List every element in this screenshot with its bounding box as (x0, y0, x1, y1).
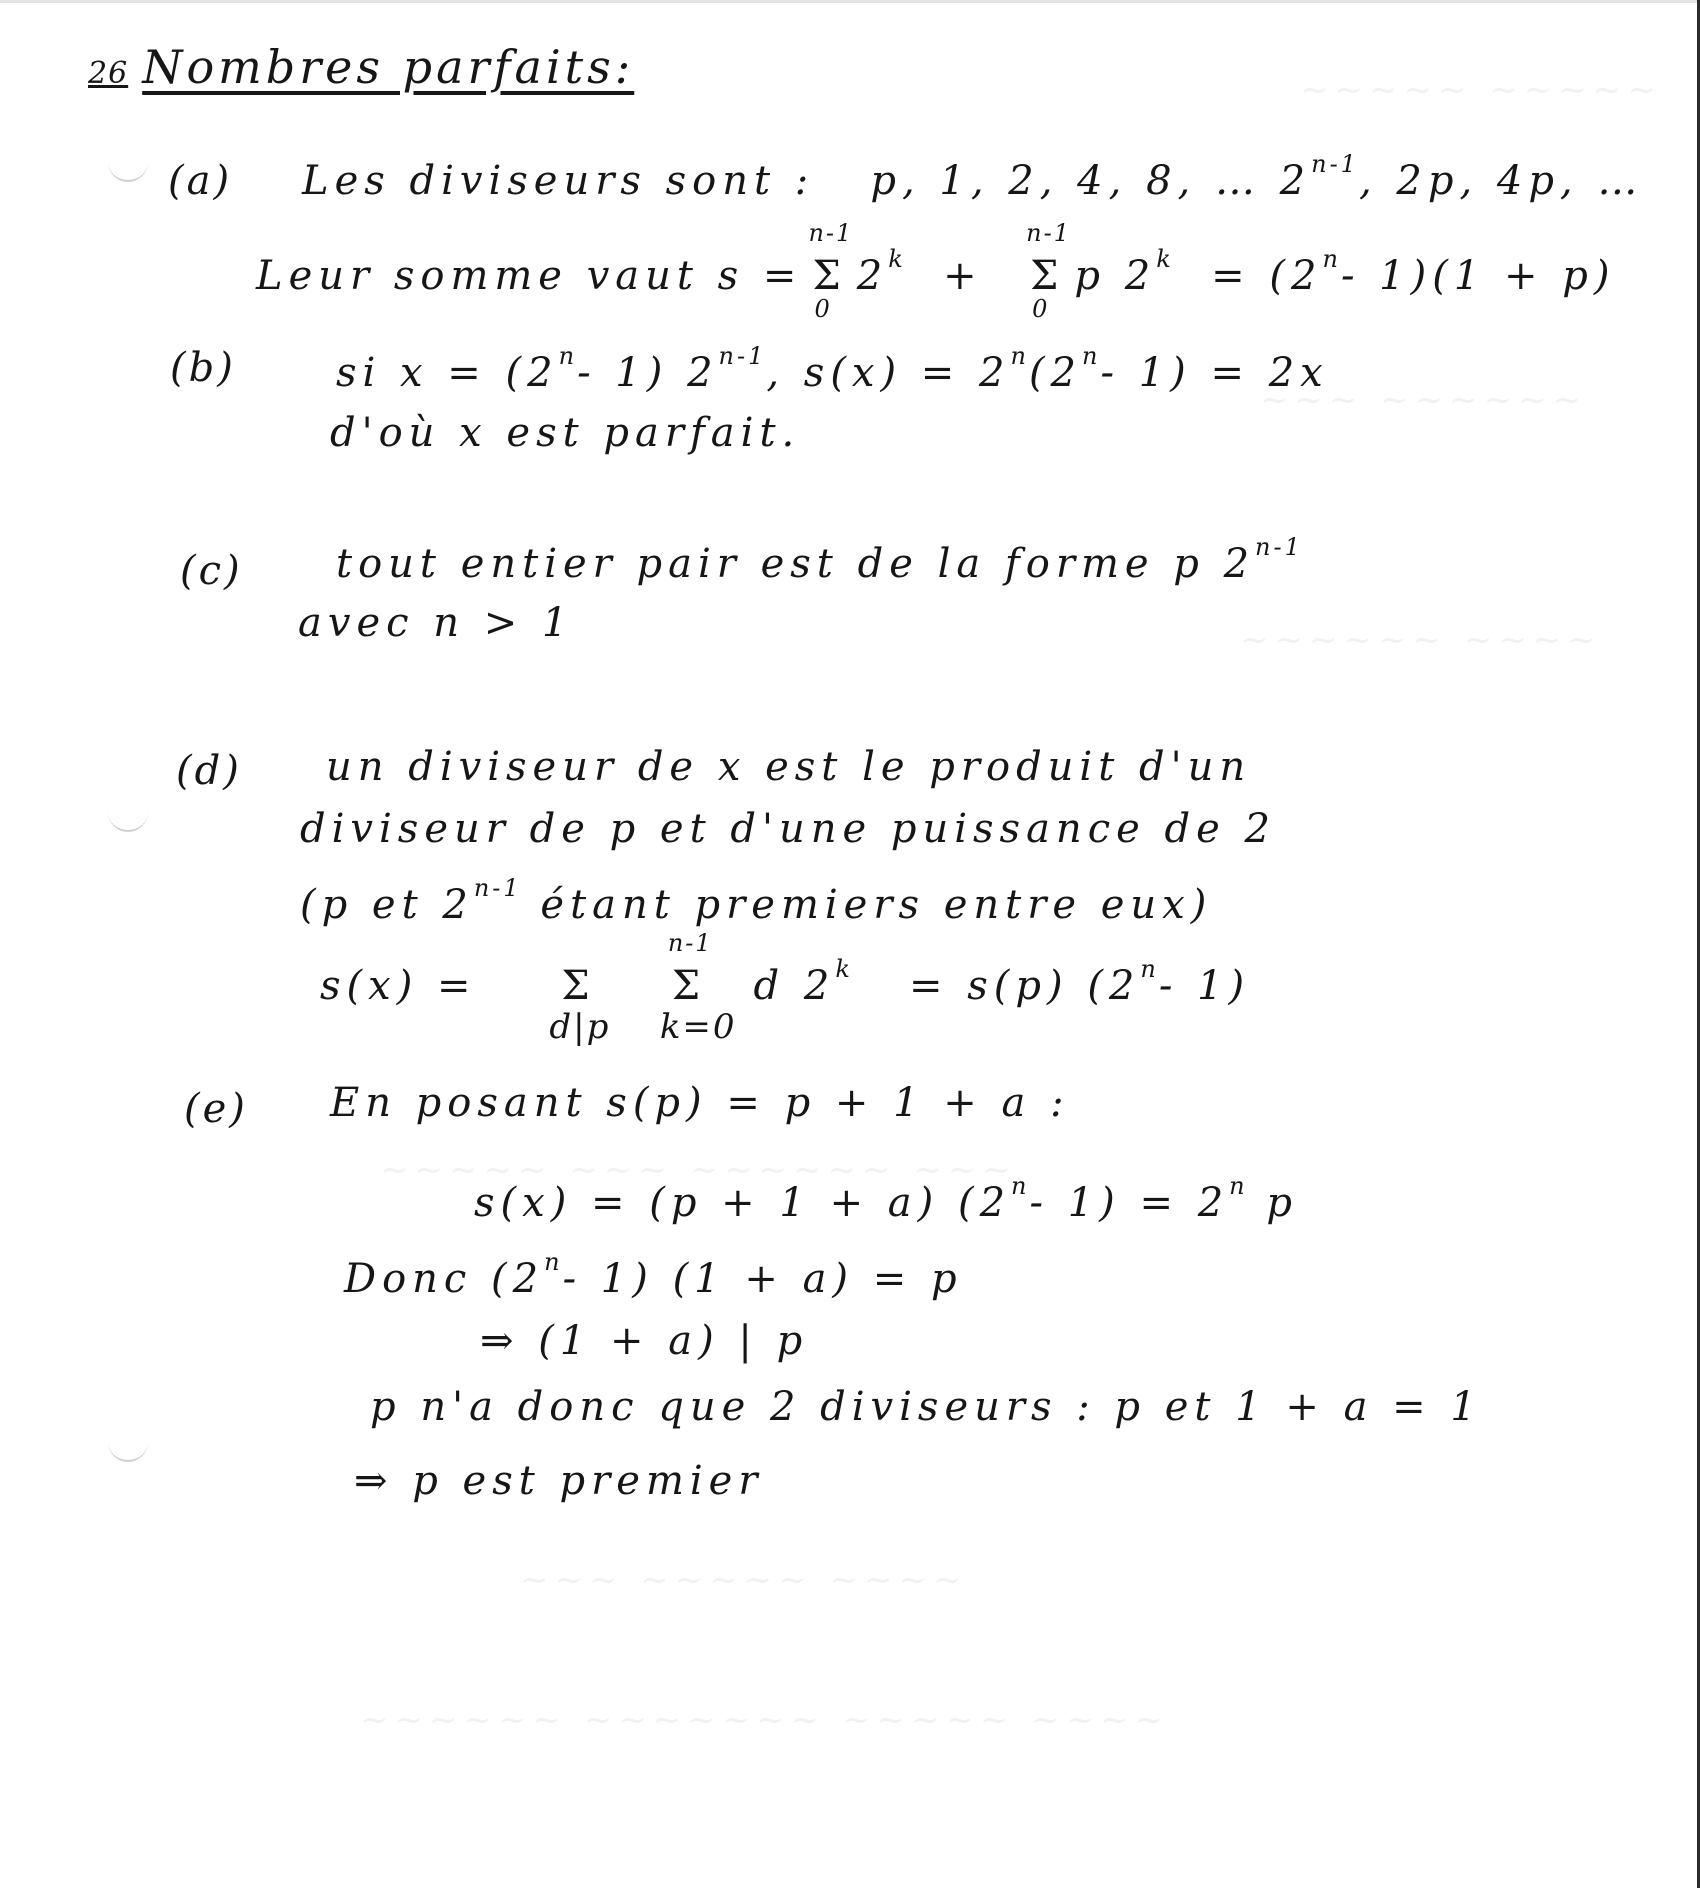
part-e-line5: p n'a donc que 2 diviseurs : p et 1 + a = 1 (370, 1384, 1482, 1430)
page-top-edge (0, 0, 1700, 3)
exponent: n-1 (1255, 533, 1303, 561)
part-b-line2: d'où x est parfait. (330, 410, 801, 456)
formula-segment: (p et 2 (300, 882, 474, 928)
part-e-line1: En posant s(p) = p + 1 + a : (330, 1080, 1070, 1126)
bleed-through-mark: ~~~ ~~~~~~ (1260, 380, 1588, 420)
exponent: k (888, 245, 906, 273)
sigma-sum: Σ d|p (549, 963, 611, 1047)
part-d-line2: diviseur de p et d'une puissance de 2 (300, 806, 1276, 852)
divisors-values: p, 1, 2, 4, 8, … 2 (870, 158, 1312, 204)
sigma-sum: Σ n-1 0 (1026, 219, 1071, 323)
formula-segment: étant premiers entre eux) (521, 882, 1213, 928)
page-title (88, 40, 634, 94)
exponent: n (1082, 342, 1101, 370)
exponent: n (1140, 955, 1159, 983)
bleed-through-mark: ~~~~~ ~~~~~ (1300, 70, 1662, 110)
term: p 2 (1074, 253, 1157, 299)
punch-hole-mark (108, 160, 148, 182)
part-d-line4 (320, 929, 1251, 1047)
exponent: n (1322, 245, 1341, 273)
sum-lower-bound: k=0 (659, 1007, 737, 1047)
sum-upper-bound: n-1 (667, 929, 713, 957)
formula-segment: - 1) 2 (577, 350, 719, 396)
part-a-label: (a) (168, 158, 233, 204)
part-e-line3 (344, 1248, 963, 1302)
sum-lower-bound: 0 (1032, 295, 1050, 323)
formula-segment: - 1) (1158, 963, 1251, 1009)
part-a-line1 (302, 150, 1643, 204)
divisors-rest: , 2p, 4p, … (1358, 158, 1644, 204)
part-c-line1 (336, 533, 1303, 587)
exponent: k (835, 955, 853, 983)
bleed-through-mark: ~~~~~~ ~~~~~~~ ~~~~~ ~~~~ (360, 1700, 1170, 1740)
formula-segment: - 1) (1 + a) = p (562, 1256, 963, 1302)
sigma-sum: Σ n-1 0 (808, 219, 854, 323)
result: = (2 (1211, 253, 1323, 299)
formula-segment: tout entier pair est de la forme p 2 (336, 541, 1256, 587)
exponent: k (1156, 245, 1174, 273)
formula-segment: s(x) = (p + 1 + a) (2 (474, 1180, 1012, 1226)
exponent: n (1229, 1172, 1248, 1200)
exercise-number: 26 (88, 56, 129, 91)
formula-segment: Donc (2 (344, 1256, 545, 1302)
divisors-text: Les diviseurs sont : (302, 158, 815, 204)
term: 2 (856, 253, 889, 299)
sum-lower-bound: d|p (549, 1007, 611, 1047)
exponent: n (1010, 342, 1029, 370)
formula-segment: , s(x) = 2 (766, 350, 1011, 396)
exponent: n (1011, 1172, 1030, 1200)
part-a-line2 (256, 219, 1616, 323)
bleed-through-mark: ~~~~~~ ~~~~ (1240, 620, 1602, 660)
formula-segment: (2 (1028, 350, 1083, 396)
exponent: n-1 (718, 342, 767, 370)
part-c-line2: avec n > 1 (298, 600, 574, 646)
formula-segment: = s(p) (2 (909, 963, 1141, 1009)
sum-upper-bound: n-1 (808, 219, 854, 247)
part-d-line3 (300, 874, 1212, 928)
formula-segment: si x = (2 (336, 350, 559, 396)
formula-segment: - 1) = 2 (1029, 1180, 1230, 1226)
part-d-label: (d) (176, 748, 242, 794)
plus-sign: + (943, 253, 983, 299)
part-e-label: (e) (184, 1086, 248, 1132)
punch-hole-mark (108, 1440, 148, 1462)
bleed-through-mark: ~~~~~ ~~~ ~~~~~~ ~~~ (380, 1150, 1017, 1190)
bleed-through-mark: ~~~ ~~~~~ ~~~~ (520, 1560, 968, 1600)
sigma-sum: Σ n-1 k=0 (659, 929, 737, 1047)
punch-hole-mark (108, 810, 148, 832)
exponent: n-1 (473, 874, 522, 902)
sum-text: Leur somme vaut s = (256, 253, 803, 299)
sum-upper-bound: n-1 (1026, 219, 1071, 247)
title-text: Nombres parfaits: (142, 40, 635, 94)
exponent: n (558, 342, 578, 370)
part-d-line1: un diviseur de x est le produit d'un (326, 744, 1252, 790)
exponent: n (544, 1248, 563, 1276)
formula-segment: d 2 (753, 963, 836, 1009)
part-b-line1 (336, 342, 1329, 396)
formula-segment: s(x) = (320, 963, 477, 1009)
sum-lower-bound: 0 (814, 295, 832, 323)
part-c-label: (c) (180, 548, 243, 594)
result: - 1)(1 + p) (1340, 253, 1616, 299)
exponent: n-1 (1311, 150, 1359, 178)
part-b-label: (b) (170, 345, 236, 391)
formula-segment: p (1247, 1180, 1298, 1226)
part-e-line4: ⇒ (1 + a) | p (480, 1318, 809, 1364)
part-e-line6: ⇒ p est premier (354, 1458, 764, 1504)
formula-segment: - 1) = 2x (1100, 350, 1329, 396)
